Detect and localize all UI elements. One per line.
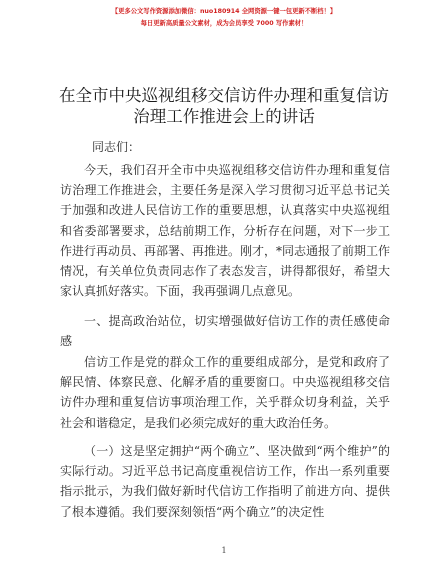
document-title-line-1: 在全市中央巡视组移交信访件办理和重复信访 bbox=[59, 86, 389, 105]
promo-banner-line-2: 每日更新高质量公文素材，成为会员享受 7000 写作素材！ bbox=[140, 20, 308, 27]
promo-banner-line-1: 【更多公文写作资源添加微信：nuo180914 全网资源一键一包更新不断档！】 bbox=[111, 8, 337, 15]
paragraph-section-1: 信访工作是党的群众工作的重要组成部分，是党和政府了解民情、体察民意、化解矛盾的重要窗口。中央巡视组移交信访件办理和重复信访事项治理工作，关乎群众切身利益，关乎社会和谐稳定，是我们必须完成好的重大政治任务。 bbox=[60, 355, 390, 430]
paragraph-opening: 今天，我们召开全市中央巡视组移交信访件办理和重复信访治理工作推进会，主要任务是深入学习贯彻习近平总书记关于加强和改进人民信访工作的重要思想，认真落实中央巡视组和省委部署要求，总结前期工作，分析存在问题，对下一步工作进行再动员、再部署、再推进。刚才，*同志通报了前期工作情况，有关单位负责同志作了表态发言，讲得都很好，希望大家认真抓好落实。下面，我再强调几点意见。 bbox=[60, 163, 391, 299]
page-number: 1 bbox=[221, 546, 227, 555]
paragraph-subsection-1: （一）这是坚定拥护“两个确立”、坚决做到“两个维护”的实际行动。习近平总书记高度重视信访工作，作出一系列重要指示批示，为我们做好新时代信访工作指明了前进方向、提供了根本遵循。我们要深刻领悟“两个确立”的决定性 bbox=[60, 444, 390, 519]
greeting: 同志们： bbox=[92, 140, 141, 154]
section-heading-1: 一、提高政治站位，切实增强做好信访工作的责任感使命感 bbox=[60, 314, 390, 349]
document-title-line-2: 治理工作推进会上的讲话 bbox=[133, 107, 315, 126]
